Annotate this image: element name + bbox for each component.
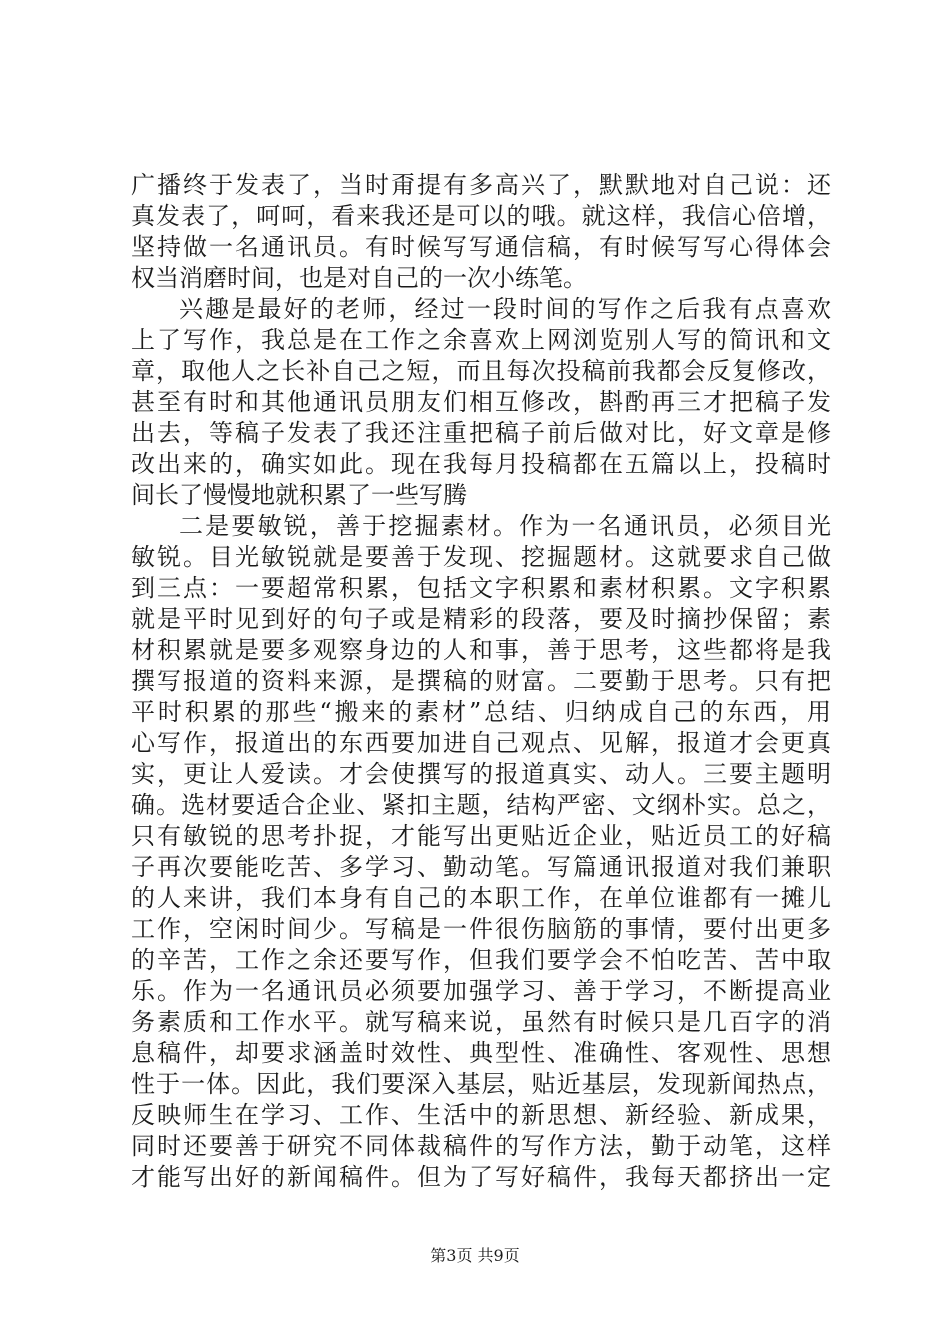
text-line: 间长了慢慢地就积累了一些写腾 — [131, 481, 467, 509]
text-line: 同时还要善于研究不同体裁稿件的写作方法，勤于动笔，这样 — [131, 1132, 831, 1160]
text-line: 就是平时见到好的句子或是精彩的段落，要及时摘抄保留；素 — [131, 605, 831, 633]
text-line: 乐。作为一名通讯员必须要加强学习、善于学习，不断提高业 — [131, 977, 831, 1005]
text-line: 撰写报道的资料来源，是撰稿的财富。二要勤于思考。只有把 — [131, 667, 831, 695]
text-line: 务素质和工作水平。就写稿来说，虽然有时候只是几百字的消 — [131, 1008, 831, 1036]
text-line: 性于一体。因此，我们要深入基层，贴近基层，发现新闻热点， — [131, 1070, 831, 1098]
text-line: 工作，空闲时间少。写稿是一件很伤脑筋的事情，要付出更多 — [131, 915, 831, 943]
text-line: 反映师生在学习、工作、生活中的新思想、新经验、新成果， — [131, 1101, 831, 1129]
text-line: 才能写出好的新闻稿件。但为了写好稿件，我每天都挤出一定 — [131, 1163, 831, 1191]
text-line: 只有敏锐的思考扑捉，才能写出更贴近企业，贴近员工的好稿 — [131, 822, 831, 850]
text-line: 心写作，报道出的东西要加进自己观点、见解，报道才会更真 — [131, 729, 831, 757]
text-line: 的人来讲，我们本身有自己的本职工作，在单位谁都有一摊儿 — [131, 884, 831, 912]
text-line: 子再次要能吃苦、多学习、勤动笔。写篇通讯报道对我们兼职 — [131, 853, 831, 881]
document-body — [131, 170, 831, 1193]
text-line: 到三点：一要超常积累，包括文字积累和素材积累。文字积累 — [131, 574, 831, 602]
text-line: 确。选材要适合企业、紧扣主题，结构严密、文纲朴实。总之， — [131, 791, 831, 819]
text-line: 息稿件，却要求涵盖时效性、典型性、准确性、客观性、思想 — [131, 1039, 831, 1067]
text-line: 权当消磨时间，也是对自己的一次小练笔。 — [131, 264, 587, 292]
text-line: 敏锐。目光敏锐就是要善于发现、挖掘题材。这就要求自己做 — [131, 543, 831, 571]
text-line: 实，更让人爱读。才会使撰写的报道真实、动人。三要主题明 — [131, 760, 831, 788]
text-line: 真发表了，呵呵，看来我还是可以的哦。就这样，我信心倍增， — [131, 202, 831, 230]
text-line: 材积累就是要多观察身边的人和事，善于思考，这些都将是我 — [131, 636, 831, 664]
text-line: 上了写作，我总是在工作之余喜欢上网浏览别人写的简讯和文 — [131, 326, 831, 354]
text-line: 甚至有时和其他通讯员朋友们相互修改，斟酌再三才把稿子发 — [131, 388, 831, 416]
text-line: 二是要敏锐，善于挖掘素材。作为一名通讯员，必须目光 — [179, 512, 831, 540]
text-line: 兴趣是最好的老师，经过一段时间的写作之后我有点喜欢 — [179, 295, 831, 323]
text-line: 坚持做一名通讯员。有时候写写通信稿，有时候写写心得体会 — [131, 233, 831, 261]
text-line: 的辛苦，工作之余还要写作，但我们要学会不怕吃苦、苦中取 — [131, 946, 831, 974]
page-number-footer: 第3页 共9页 — [430, 1246, 520, 1265]
text-line: 章，取他人之长补自己之短，而且每次投稿前我都会反复修改， — [131, 357, 831, 385]
text-line: 广播终于发表了，当时甭提有多高兴了，默默地对自己说：还 — [131, 171, 831, 199]
text-line: 平时积累的那些“搬来的素材”总结、归纳成自己的东西，用 — [131, 698, 831, 726]
text-line: 出去，等稿子发表了我还注重把稿子前后做对比，好文章是修 — [131, 419, 831, 447]
text-line: 改出来的，确实如此。现在我每月投稿都在五篇以上，投稿时 — [131, 450, 831, 478]
